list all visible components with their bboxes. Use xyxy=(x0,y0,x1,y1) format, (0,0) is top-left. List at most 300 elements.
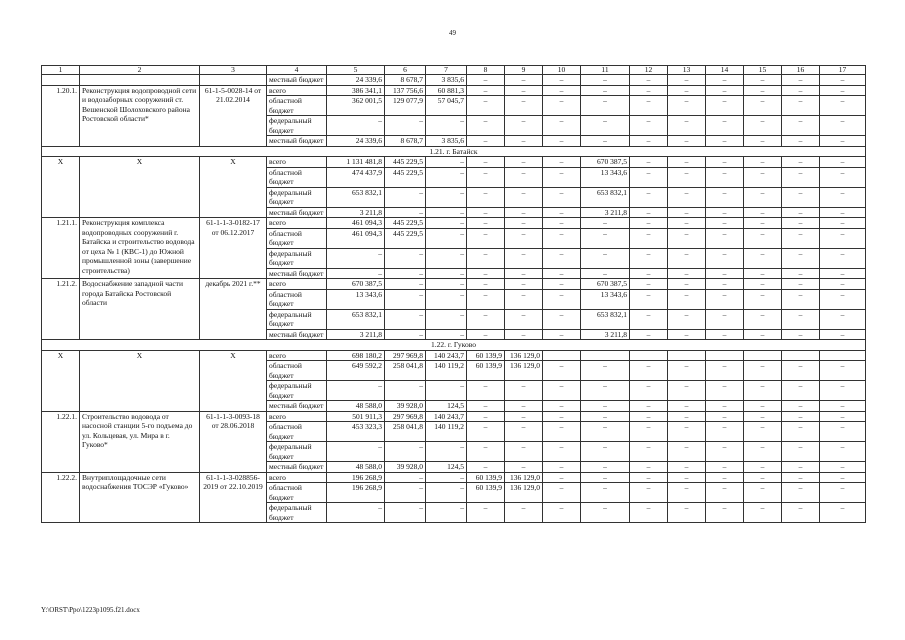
table-cell: – xyxy=(630,329,668,340)
budget-source: областной бюджет xyxy=(267,422,327,442)
table-cell: – xyxy=(467,218,505,229)
budget-source: всего xyxy=(267,411,327,422)
table-cell: – xyxy=(668,422,706,442)
table-cell: – xyxy=(385,472,426,483)
table-cell: – xyxy=(505,187,543,207)
table-cell: 60 139,9 xyxy=(467,483,505,503)
table-cell: – xyxy=(630,503,668,523)
table-cell: 445 229,5 xyxy=(385,167,426,187)
table-cell: 3 211,8 xyxy=(581,207,630,218)
table-cell: – xyxy=(744,157,782,168)
table-cell: – xyxy=(327,268,385,279)
table-cell: – xyxy=(744,329,782,340)
table-cell: – xyxy=(782,228,820,248)
table-cell: – xyxy=(744,228,782,248)
item-name: Реконструкция водопроводной сети и водозаборных сооружений ст. Вешенской Шолоховского района Ростовской области* xyxy=(80,85,200,146)
section-row xyxy=(42,340,866,351)
table-cell: 461 094,3 xyxy=(327,218,385,229)
table-cell: – xyxy=(782,422,820,442)
table-cell: – xyxy=(706,207,744,218)
budget-source: областной бюджет xyxy=(267,289,327,309)
table-cell: 474 437,9 xyxy=(327,167,385,187)
table-cell: 258 041,8 xyxy=(385,361,426,381)
table-cell: – xyxy=(820,136,866,147)
table-cell: 13 343,6 xyxy=(581,289,630,309)
table-cell: – xyxy=(630,136,668,147)
table-cell: – xyxy=(744,116,782,136)
table-cell: – xyxy=(467,268,505,279)
table-cell: – xyxy=(744,187,782,207)
table-cell: – xyxy=(505,207,543,218)
table-cell: 297 969,8 xyxy=(385,411,426,422)
table-cell: – xyxy=(706,411,744,422)
table-cell: – xyxy=(668,85,706,96)
table-cell: – xyxy=(543,116,581,136)
table-cell: – xyxy=(581,116,630,136)
table-cell: – xyxy=(706,462,744,473)
table-cell: – xyxy=(505,289,543,309)
table-cell: – xyxy=(668,207,706,218)
table-cell: – xyxy=(543,279,581,290)
table-cell: – xyxy=(820,116,866,136)
table-cell: – xyxy=(543,207,581,218)
table-cell: – xyxy=(327,381,385,401)
table-cell: – xyxy=(668,472,706,483)
table-cell: – xyxy=(426,167,467,187)
table-cell: – xyxy=(543,309,581,329)
table-cell: – xyxy=(505,75,543,86)
column-header: 6 xyxy=(385,66,426,75)
table-cell: – xyxy=(505,248,543,268)
table-cell: – xyxy=(706,422,744,442)
table-cell: – xyxy=(706,75,744,86)
table-cell: – xyxy=(543,75,581,86)
table-cell: – xyxy=(782,248,820,268)
table-cell: – xyxy=(744,268,782,279)
table-cell: – xyxy=(744,218,782,229)
table-cell: 653 832,1 xyxy=(581,187,630,207)
table-row xyxy=(42,218,866,229)
table-cell: – xyxy=(581,462,630,473)
table-cell: 140 243,7 xyxy=(426,411,467,422)
table-cell: – xyxy=(782,136,820,147)
table-cell: – xyxy=(467,136,505,147)
table-cell: – xyxy=(581,248,630,268)
table-cell: 8 678,7 xyxy=(385,136,426,147)
column-header: 3 xyxy=(200,66,267,75)
table-cell: – xyxy=(706,85,744,96)
table-cell: – xyxy=(630,75,668,86)
table-cell: – xyxy=(820,157,866,168)
table-cell xyxy=(782,350,820,361)
table-cell: – xyxy=(385,442,426,462)
item-name: Реконструкция комплекса водопроводных сооружений г. Батайска и строительство водовода от цеха № 1 (КВС-1) до Южной промышленной зоны (завершение строительства) xyxy=(80,218,200,279)
table-cell: – xyxy=(327,503,385,523)
table-cell: – xyxy=(744,279,782,290)
table-cell xyxy=(706,350,744,361)
table-cell: – xyxy=(782,268,820,279)
table-cell: – xyxy=(744,411,782,422)
table-cell: – xyxy=(543,268,581,279)
table-cell: – xyxy=(543,136,581,147)
budget-source: местный бюджет xyxy=(267,75,327,86)
table-cell: – xyxy=(581,472,630,483)
table-cell: – xyxy=(543,329,581,340)
table-cell: – xyxy=(630,472,668,483)
table-cell: – xyxy=(385,381,426,401)
table-cell: – xyxy=(706,96,744,116)
column-header: 16 xyxy=(782,66,820,75)
table-cell: – xyxy=(668,483,706,503)
table-cell xyxy=(42,75,80,86)
table-cell: – xyxy=(668,167,706,187)
budget-source: местный бюджет xyxy=(267,329,327,340)
table-cell: – xyxy=(630,411,668,422)
table-cell xyxy=(744,350,782,361)
table-cell: – xyxy=(426,207,467,218)
table-cell: – xyxy=(820,187,866,207)
table-cell: – xyxy=(820,228,866,248)
table-cell: – xyxy=(782,167,820,187)
table-row xyxy=(42,157,866,168)
table-cell: – xyxy=(505,422,543,442)
table-cell: – xyxy=(505,85,543,96)
table-cell: 461 094,3 xyxy=(327,228,385,248)
table-cell: – xyxy=(706,483,744,503)
item-number: 1.21.2. xyxy=(42,279,80,340)
table-cell: – xyxy=(630,228,668,248)
table-cell: – xyxy=(744,422,782,442)
table-cell: 1 131 481,8 xyxy=(327,157,385,168)
table-cell: – xyxy=(543,187,581,207)
table-cell: 445 229,5 xyxy=(385,218,426,229)
table-cell: – xyxy=(706,248,744,268)
table-cell: 653 832,1 xyxy=(581,309,630,329)
table-cell: – xyxy=(782,329,820,340)
table-cell: – xyxy=(630,309,668,329)
table-cell: 698 180,2 xyxy=(327,350,385,361)
table-cell: – xyxy=(668,96,706,116)
table-cell: – xyxy=(581,503,630,523)
table-cell: – xyxy=(820,411,866,422)
table-cell: – xyxy=(467,96,505,116)
table-cell: – xyxy=(744,381,782,401)
table-cell: – xyxy=(581,483,630,503)
table-cell: – xyxy=(385,248,426,268)
table-cell: – xyxy=(782,289,820,309)
table-cell: – xyxy=(505,218,543,229)
table-cell: 8 678,7 xyxy=(385,75,426,86)
table-cell: – xyxy=(820,361,866,381)
table-cell: – xyxy=(820,248,866,268)
item-name: Х xyxy=(80,157,200,218)
table-cell: – xyxy=(630,96,668,116)
table-cell: – xyxy=(543,472,581,483)
table-cell: – xyxy=(744,85,782,96)
table-cell: 3 211,8 xyxy=(581,329,630,340)
table-cell: 196 268,9 xyxy=(327,472,385,483)
table-cell: – xyxy=(820,309,866,329)
table-cell: – xyxy=(782,309,820,329)
table-cell: – xyxy=(820,167,866,187)
table-cell xyxy=(668,350,706,361)
item-name: Внутриплощадочные сети водоснабжения ТОСЭР «Гуково» xyxy=(80,472,200,523)
table-cell: – xyxy=(327,248,385,268)
table-cell: – xyxy=(467,329,505,340)
table-cell: – xyxy=(467,381,505,401)
table-cell: 386 341,1 xyxy=(327,85,385,96)
budget-source: всего xyxy=(267,85,327,96)
table-cell: 3 835,6 xyxy=(426,136,467,147)
table-cell: – xyxy=(820,483,866,503)
table-cell: – xyxy=(543,381,581,401)
table-cell: – xyxy=(820,96,866,116)
column-header: 15 xyxy=(744,66,782,75)
table-cell: – xyxy=(581,85,630,96)
table-cell: – xyxy=(744,503,782,523)
table-cell: – xyxy=(820,381,866,401)
table-cell: – xyxy=(744,361,782,381)
table-cell: – xyxy=(706,167,744,187)
table-cell: – xyxy=(581,75,630,86)
table-cell: – xyxy=(782,116,820,136)
table-cell: – xyxy=(668,75,706,86)
table-cell: – xyxy=(668,309,706,329)
table-cell: 13 343,6 xyxy=(327,289,385,309)
budget-source: областной бюджет xyxy=(267,361,327,381)
item-name: Водоснабжение западной части города Батайска Ростовской области xyxy=(80,279,200,340)
table-cell: – xyxy=(820,462,866,473)
section-title: 1.21. г. Батайск xyxy=(42,146,866,157)
table-cell: – xyxy=(385,187,426,207)
table-cell: – xyxy=(744,167,782,187)
budget-source: всего xyxy=(267,350,327,361)
table-cell xyxy=(80,75,200,86)
table-cell: – xyxy=(385,289,426,309)
table-cell: 670 387,5 xyxy=(581,279,630,290)
table-cell: – xyxy=(782,85,820,96)
table-cell: – xyxy=(820,207,866,218)
table-cell: 129 077,9 xyxy=(385,96,426,116)
budget-source: всего xyxy=(267,157,327,168)
budget-source: федеральный бюджет xyxy=(267,381,327,401)
table-cell: – xyxy=(385,329,426,340)
table-cell: – xyxy=(505,381,543,401)
table-cell: – xyxy=(744,442,782,462)
table-cell: 60 881,3 xyxy=(426,85,467,96)
table-cell: – xyxy=(744,483,782,503)
table-cell: – xyxy=(706,309,744,329)
table-cell: – xyxy=(744,136,782,147)
table-cell: – xyxy=(782,157,820,168)
table-cell: – xyxy=(820,85,866,96)
table-cell: – xyxy=(744,462,782,473)
table-cell: – xyxy=(668,462,706,473)
table-cell: 196 268,9 xyxy=(327,483,385,503)
budget-source: федеральный бюджет xyxy=(267,503,327,523)
table-cell: 24 339,6 xyxy=(327,75,385,86)
table-cell: – xyxy=(706,361,744,381)
table-cell xyxy=(200,75,267,86)
table-cell: – xyxy=(543,401,581,412)
budget-source: федеральный бюджет xyxy=(267,187,327,207)
table-cell: 136 129,0 xyxy=(505,472,543,483)
table-cell: – xyxy=(668,442,706,462)
table-cell: – xyxy=(505,279,543,290)
table-cell: 48 588,0 xyxy=(327,462,385,473)
table-cell: 445 229,5 xyxy=(385,157,426,168)
table-cell: 136 129,0 xyxy=(505,361,543,381)
budget-table xyxy=(41,65,866,523)
table-cell: – xyxy=(744,75,782,86)
table-cell: – xyxy=(668,361,706,381)
table-cell: – xyxy=(782,462,820,473)
budget-source: федеральный бюджет xyxy=(267,116,327,136)
table-cell: – xyxy=(668,248,706,268)
table-cell: – xyxy=(744,401,782,412)
budget-source: областной бюджет xyxy=(267,96,327,116)
table-cell: 501 911,3 xyxy=(327,411,385,422)
table-cell: – xyxy=(782,472,820,483)
table-cell: – xyxy=(706,116,744,136)
table-cell: – xyxy=(706,329,744,340)
table-cell: – xyxy=(744,472,782,483)
table-cell: – xyxy=(581,381,630,401)
item-number: Х xyxy=(42,350,80,411)
table-row xyxy=(42,279,866,290)
item-code: 61-1-5-0028-14 от 21.02.2014 xyxy=(200,85,267,146)
table-cell: – xyxy=(820,329,866,340)
table-cell: – xyxy=(543,483,581,503)
table-cell: – xyxy=(385,116,426,136)
table-cell: – xyxy=(668,116,706,136)
table-cell: – xyxy=(467,503,505,523)
table-cell: – xyxy=(426,472,467,483)
table-cell: – xyxy=(668,136,706,147)
table-cell: – xyxy=(820,218,866,229)
table-cell: 24 339,6 xyxy=(327,136,385,147)
column-header: 9 xyxy=(505,66,543,75)
table-cell: – xyxy=(782,503,820,523)
table-cell: – xyxy=(505,309,543,329)
table-cell: – xyxy=(467,116,505,136)
column-header: 12 xyxy=(630,66,668,75)
table-cell: 140 119,2 xyxy=(426,422,467,442)
column-header: 13 xyxy=(668,66,706,75)
item-code: Х xyxy=(200,350,267,411)
table-cell: – xyxy=(581,96,630,116)
table-cell: – xyxy=(543,462,581,473)
budget-source: местный бюджет xyxy=(267,462,327,473)
table-cell: – xyxy=(744,96,782,116)
table-cell: – xyxy=(706,442,744,462)
table-cell xyxy=(820,350,866,361)
table-cell: – xyxy=(820,503,866,523)
table-cell: – xyxy=(426,381,467,401)
item-code: Х xyxy=(200,157,267,218)
table-cell: 3 211,8 xyxy=(327,329,385,340)
table-cell xyxy=(543,350,581,361)
item-code: 61-1-1-3-0182-17 от 06.12.2017 xyxy=(200,218,267,279)
table-cell: – xyxy=(630,187,668,207)
table-cell: – xyxy=(820,279,866,290)
table-cell: – xyxy=(543,228,581,248)
table-cell: – xyxy=(668,289,706,309)
table-cell: – xyxy=(668,187,706,207)
table-cell: – xyxy=(782,187,820,207)
table-cell: 297 969,8 xyxy=(385,350,426,361)
table-cell: – xyxy=(744,207,782,218)
budget-source: областной бюджет xyxy=(267,483,327,503)
table-cell: – xyxy=(706,401,744,412)
table-cell: – xyxy=(543,411,581,422)
table-cell: – xyxy=(426,187,467,207)
table-cell: – xyxy=(505,411,543,422)
table-cell: 48 588,0 xyxy=(327,401,385,412)
table-cell: – xyxy=(744,309,782,329)
table-cell: – xyxy=(744,248,782,268)
table-cell: – xyxy=(581,136,630,147)
table-cell: – xyxy=(467,401,505,412)
table-cell: – xyxy=(630,401,668,412)
table-cell: 649 592,2 xyxy=(327,361,385,381)
table-cell: – xyxy=(426,218,467,229)
table-cell: 57 045,7 xyxy=(426,96,467,116)
table-cell: – xyxy=(467,309,505,329)
table-cell: – xyxy=(543,96,581,116)
table-cell: – xyxy=(782,381,820,401)
table-cell: – xyxy=(706,381,744,401)
budget-source: местный бюджет xyxy=(267,207,327,218)
table-cell: – xyxy=(782,401,820,412)
table-cell: – xyxy=(706,289,744,309)
table-cell: – xyxy=(630,248,668,268)
table-cell: – xyxy=(467,462,505,473)
table-cell: – xyxy=(668,268,706,279)
table-cell: – xyxy=(668,218,706,229)
table-cell: – xyxy=(467,228,505,248)
table-cell: – xyxy=(668,279,706,290)
item-number: 1.22.1. xyxy=(42,411,80,472)
table-cell: – xyxy=(385,309,426,329)
table-cell: – xyxy=(426,289,467,309)
table-cell: 258 041,8 xyxy=(385,422,426,442)
table-cell: – xyxy=(630,289,668,309)
table-cell: – xyxy=(543,442,581,462)
header-row xyxy=(42,66,866,75)
table-row xyxy=(42,75,866,86)
table-cell: 445 229,5 xyxy=(385,228,426,248)
table-cell: – xyxy=(630,361,668,381)
table-cell: – xyxy=(782,361,820,381)
table-cell: – xyxy=(744,289,782,309)
table-cell: 60 139,9 xyxy=(467,361,505,381)
table-cell: – xyxy=(543,289,581,309)
table-cell: – xyxy=(706,472,744,483)
table-cell: – xyxy=(543,361,581,381)
table-cell: – xyxy=(505,96,543,116)
table-cell: – xyxy=(467,422,505,442)
column-header: 7 xyxy=(426,66,467,75)
table-cell: – xyxy=(467,85,505,96)
column-header: 2 xyxy=(80,66,200,75)
table-cell: – xyxy=(706,503,744,523)
table-cell: – xyxy=(782,96,820,116)
table-cell: – xyxy=(543,218,581,229)
table-cell: – xyxy=(782,218,820,229)
table-cell: – xyxy=(820,422,866,442)
table-cell: 60 139,9 xyxy=(467,350,505,361)
